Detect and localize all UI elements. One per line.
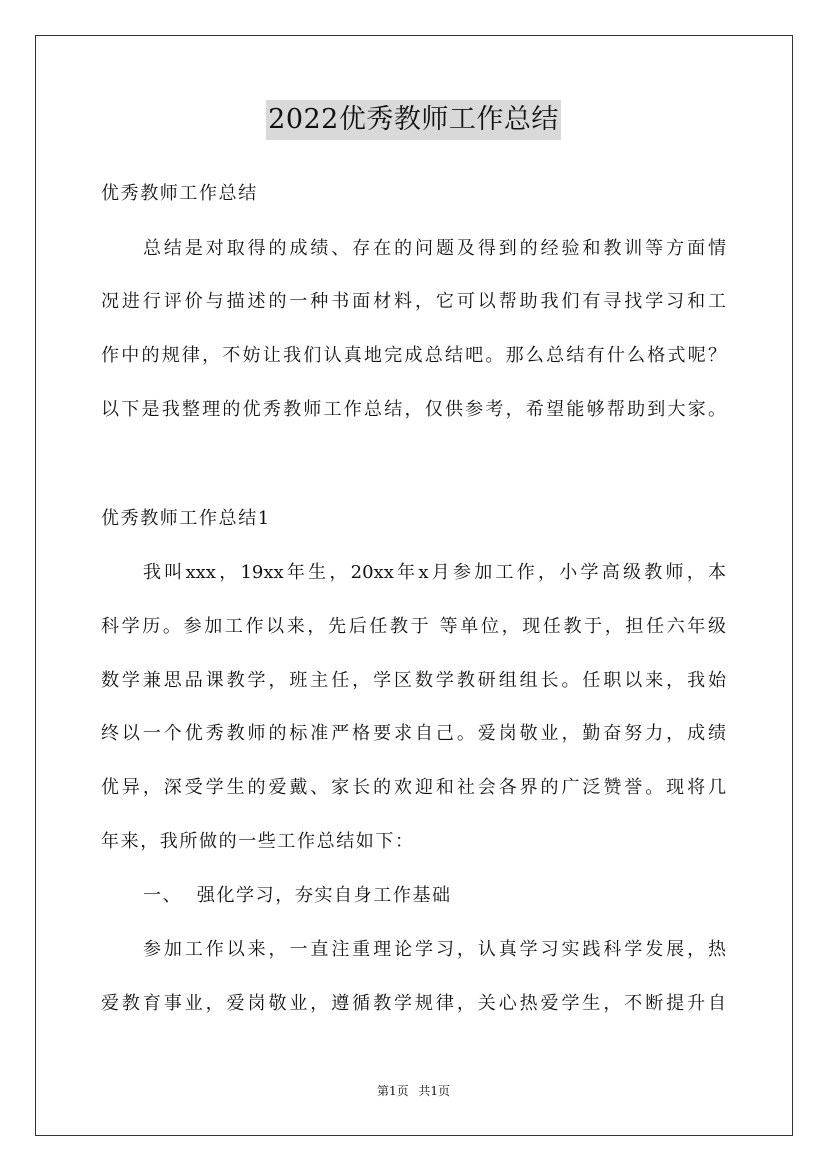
document-title: 2022优秀教师工作总结 <box>266 100 561 140</box>
intro-line-4: 以下是我整理的优秀教师工作总结，仅供参考，希望能够帮助到大家。 <box>101 399 726 420</box>
subheading-2: 优秀教师工作总结1 <box>101 508 271 529</box>
subheading-1: 优秀教师工作总结 <box>101 183 258 204</box>
body-line-5: 优异，深受学生的爱戴、家长的欢迎和社会各界的广泛赞誉。现将几 <box>101 777 726 798</box>
page-number-current: 第1页 <box>376 1084 409 1098</box>
intro-line-1: 总结是对取得的成绩、存在的问题及得到的经验和教训等方面情 <box>143 238 726 259</box>
intro-line-2: 况进行评价与描述的一种书面材料，它可以帮助我们有寻找学习和工 <box>101 291 726 312</box>
body-line-6: 年来，我所做的一些工作总结如下： <box>101 831 415 852</box>
body-line-3: 数学兼思品课教学，班主任，学区数学教研组组长。任职以来，我始 <box>101 670 726 691</box>
intro-line-3: 作中的规律，不妨让我们认真地完成总结吧。那么总结有什么格式呢？ <box>101 345 726 366</box>
section-1-line-2: 爱教育事业，爱岗敬业，遵循教学规律，关心热爱学生，不断提升自 <box>101 993 726 1014</box>
page-footer <box>0 1083 827 1099</box>
body-line-1: 我叫xxx，19xx年生，20xx年x月参加工作，小学高级教师，本 <box>143 562 726 583</box>
document-title-wrap <box>0 100 827 140</box>
body-line-4: 终以一个优秀教师的标准严格要求自己。爱岗敬业，勤奋努力，成绩 <box>101 723 726 744</box>
section-1-line-1: 参加工作以来，一直注重理论学习，认真学习实践科学发展，热 <box>143 939 726 960</box>
page-number-total: 共1页 <box>418 1084 451 1098</box>
section-1-heading: 一、 强化学习，夯实自身工作基础 <box>143 885 452 906</box>
body-line-2: 科学历。参加工作以来，先后任教于 等单位，现任教于，担任六年级 <box>101 616 726 637</box>
